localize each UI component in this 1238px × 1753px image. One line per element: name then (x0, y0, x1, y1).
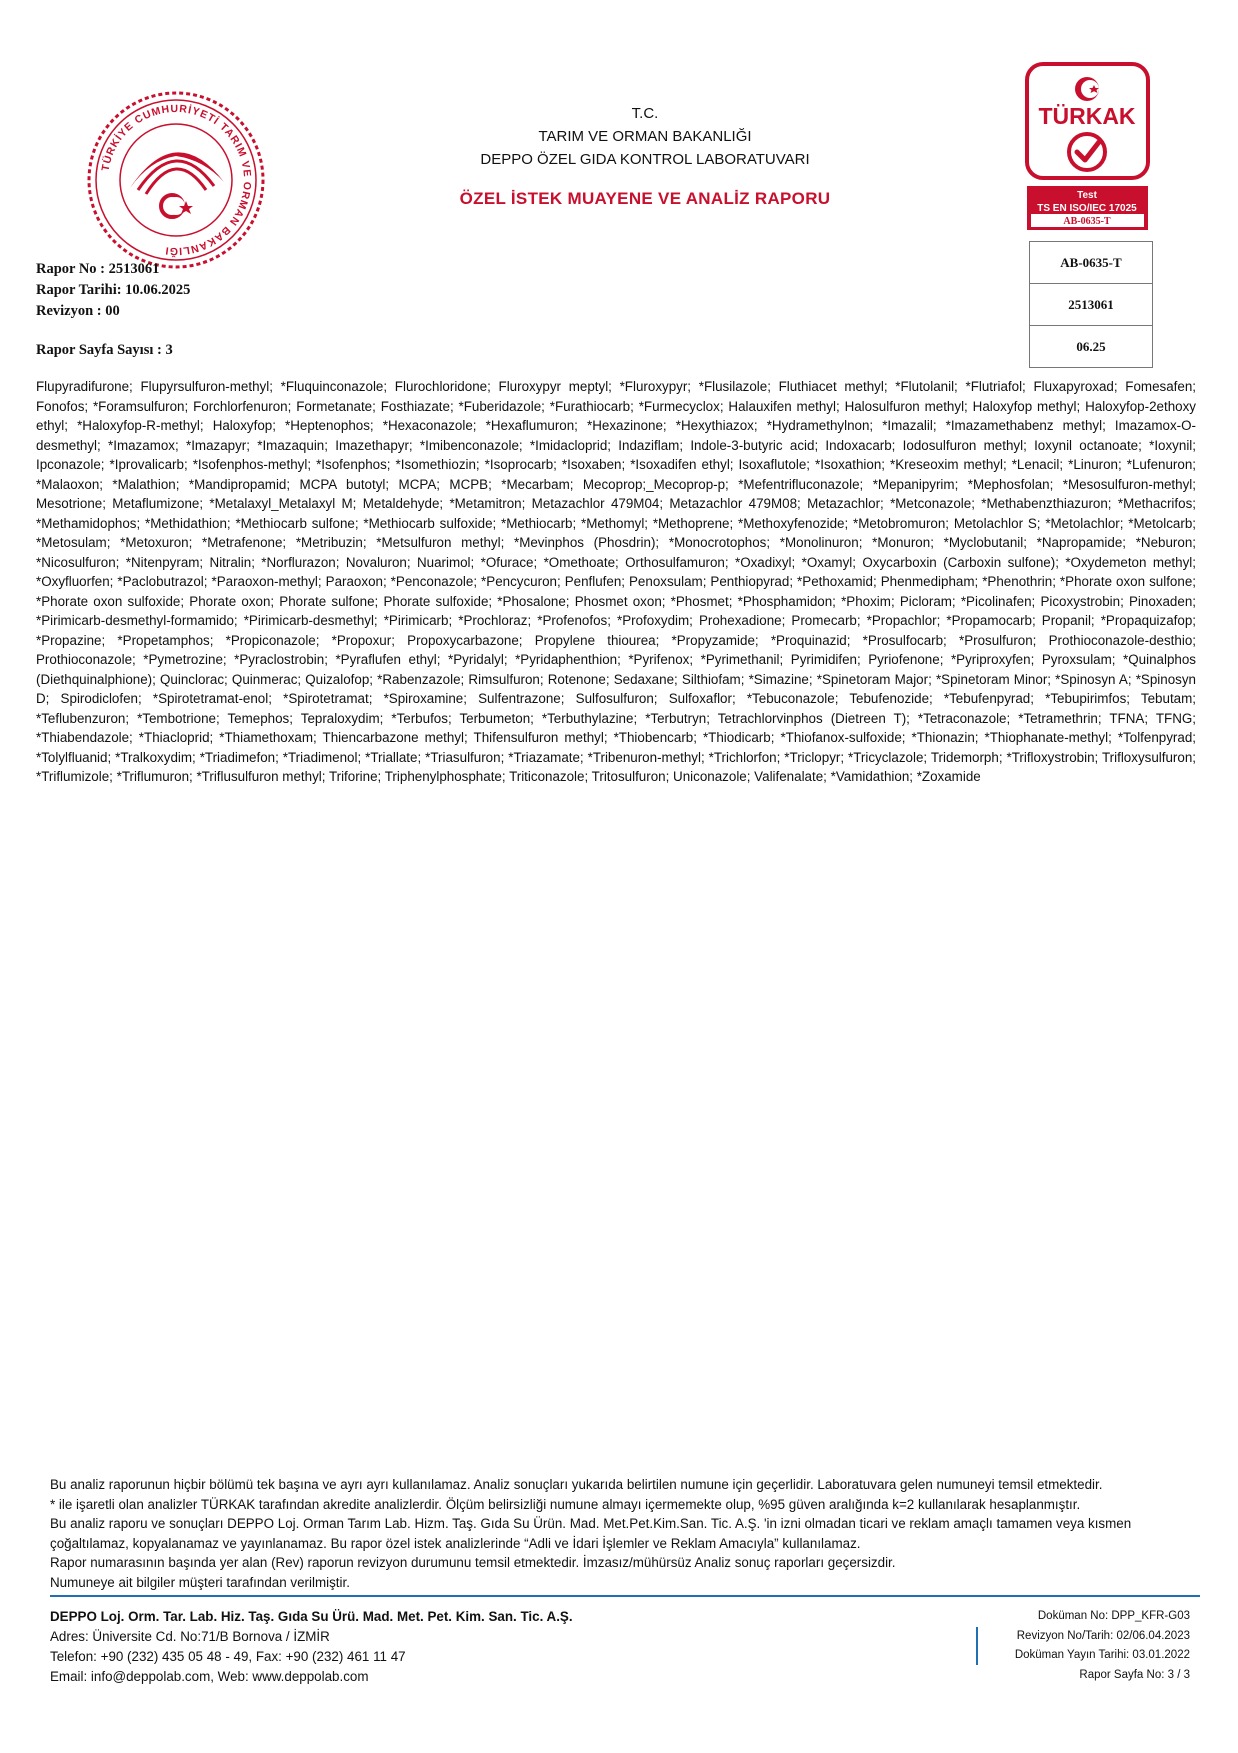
ref-box-period: 06.25 (1076, 339, 1106, 354)
note-item: Numuneye ait bilgiler müşteri tarafından verilmiştir. (50, 1574, 350, 1590)
footer-document-info (990, 1607, 1190, 1685)
ref-box-accreditation: AB-0635-T (1030, 242, 1152, 284)
header-line-ministry: TARIM VE ORMAN BAKANLIĞI (538, 128, 752, 145)
svg-text:TÜRKİYE CUMHURİYETİ TARIM VE O (100, 103, 254, 258)
report-date: Rapor Tarihi: 10.06.2025 (36, 282, 191, 298)
turkak-brand-text: TÜRKAK (1038, 103, 1136, 129)
document-revision: Revizyon No/Tarih: 02/06.04.2023 (1016, 1629, 1190, 1642)
header-line-lab: DEPPO ÖZEL GIDA KONTROL LABORATUVARI (480, 151, 810, 168)
turkak-standard: TS EN ISO/IEC 17025 (1037, 203, 1137, 214)
report-page-number: Rapor Sayfa No: 3 / 3 (1079, 1668, 1190, 1681)
reference-box-stack (1029, 241, 1153, 368)
document-publish-date: Doküman Yayın Tarihi: 03.01.2022 (1014, 1649, 1190, 1661)
note-item: Rapor numarasının başında yer alan (Rev) raporun revizyon durumunu temsil etmektedir. İmzasız/mühürsüz Analiz sonuç raporları geçersizdir. (50, 1555, 896, 1570)
report-meta (36, 259, 190, 322)
company-address: Adres: Üniversite Cd. No:71/B Bornova / İZMİR (50, 1629, 330, 1644)
report-title: ÖZEL İSTEK MUAYENE VE ANALİZ RAPORU (459, 189, 831, 208)
seal-ring-text: TÜRKİYE CUMHURİYETİ TARIM VE ORMAN BAKANLIĞI (99, 102, 254, 258)
turkak-code: AB-0635-T (1063, 216, 1111, 227)
turkak-accreditation-logo (1025, 62, 1150, 232)
report-page-count: Rapor Sayfa Sayısı : 3 (36, 342, 173, 358)
note-item: Bu analiz raporu ve sonuçları DEPPO Loj. Orman Tarım Lab. Hizm. Taş. Gıda Su Ürün. Mad. Met.Pet.Kim.San. Tic. A.Ş. 'in izni olmadan ticari ve reklam amaçlı tamamen veya kısmen çoğaltılamaz, kopyalanamaz ve yayınlanamaz. Bu rapor özel istek analizlerinde “Adli ve İdari İşlemler ve Reklam Amacıyla” kullanılamaz. (50, 1516, 1132, 1551)
analyte-list: Flupyradifurone; Flupyrsulfuron-methyl; *Fluquinconazole; Flurochloridone; Fluroxypyr meptyl; *Fluroxypyr; *Flusilazole; Fluthiacet methyl; *Flutolanil; *Flutriafol; Fluxapyroxad; Fomesafen; Fonofos; *Foramsulfuron; Forchlorfenuron; Formetanate; Fosthiazate; *Fuberidazole; *Furathiocarb; *Furmecyclox; Halauxifen methyl; Halosulfuron methyl; Haloxyfop methyl; Haloxyfop-2ethoxy ethyl; *Haloxyfop-R-methyl; Haloxyfop; *Heptenophos; *Hexaconazole; *Hexaflumuron; *Hexazinone; *Hexythiazox; *Hydramethylnon; *Imazalil; *Imazamethabenz methyl; Imazamox-O-desmethyl; *Imazamox; *Imazapyr; *Imazaquin; Imazethapyr; *Imibenconazole; *Imidacloprid; Indaziflam; Indole-3-butyric acid; Indoxacarb; Iodosulfuron methyl; Ioxynil octanoate; *Ioxynil; Ipconazole; *Iprovalicarb; *Isofenphos-methyl; *Isofenphos; *Isomethiozin; *Isoprocarb; *Isoxaben; *Isoxadifen ethyl; Isoxaflutole; *Isoxathion; *Kreseoxim methyl; *Lenacil; *Linuron; *Lufenuron; *Malaoxon; *Malathion; *Mandipropamid; MCPA butotyl; MCPA; MCPB; *Mecarbam; Mecoprop;_Mecoprop-p; *Mefentrifluconazole; *Mepanipyrim; *Mephosfolan; *Mesosulfuron-methyl; Mesotrione; Metaflumizone; *Metalaxyl_Metalaxyl M; Metaldehyde; *Metamitron; Metazachlor 479M04; Metazachlor 479M08; Metazachlor; *Metconazole; *Methabenzthiazuron; *Methacrifos; *Methamidophos; *Methidathion; *Methiocarb sulfone; *Methiocarb sulfoxide; *Methiocarb; *Methomyl; *Methoprene; *Methoxyfenozide; *Metobromuron; Metolachlor S; *Metolachlor; *Metolcarb; *Metosulam; *Metoxuron; *Metrafenone; *Metribuzin; *Metsulfuron methyl; *Mevinphos (Phosdrin); *Monocrotophos; *Monolinuron; *Monuron; *Myclobutanil; *Napropamide; *Neburon; *Nicosulfuron; *Nitenpyram; Nitralin; *Norflurazon; Novaluron; Nuarimol; *Ofurace; *Omethoate; Orthosulfamuron; *Oxadixyl; *Oxamyl; Oxycarboxin (Carboxin sulfone); *Oxydemeton methyl; *Oxyfluorfen; *Paclobutrazol; *Paraoxon-methyl; Paraoxon; *Penconazole; *Pencycuron; Penflufen; Penoxsulam; Penthiopyrad; *Pethoxamid; Phenmedipham; *Phenothrin; *Phorate oxon sulfone; *Phorate oxon sulfoxide; Phorate oxon; Phorate sulfone; Phorate sulfoxide; *Phosalone; Phosmet oxon; *Phosmet; *Phosphamidon; *Phoxim; Picloram; *Picolinafen; Picoxystrobin; Pinoxaden; *Pirimicarb-desmethyl-formamido; *Pirimicarb-desmethyl; *Pirimicarb; *Prochloraz; *Profenofos; *Profoxydim; Prohexadione; Promecarb; *Propachlor; *Propamocarb; Propanil; *Propaquizafop; *Propazine; *Propetamphos; *Propiconazole; *Propoxur; Propoxycarbazone; Propylene thiourea; *Propyzamide; *Proquinazid; *Prosulfocarb; *Prosulfuron; Prothioconazole-desthio; Prothioconazole; *Pymetrozine; *Pyraclostrobin; *Pyraflufen ethyl; *Pyridalyl; *Pyridaphenthion; *Pyrifenox; *Pyrimethanil; Pyrimidifen; Pyriofenone; *Pyriproxyfen; Pyroxsulam; *Quinalphos (Diethquinalphione); Quinclorac; Quinmerac; Quizalofop; *Rabenzazole; Rimsulfuron; Rotenone; Sedaxane; Silthiofam; *Simazine; *Spinetoram Major; *Spinetoram Minor; *Spinosyn A; *Spinosyn D; Spirodiclofen; *Spirotetramat-enol; *Spirotetramat; *Spiroxamine; Sulfentrazone; Sulfosulfuron; Sulfoxaflor; *Tebuconazole; Tebufenozide; *Tebufenpyrad; *Tebupirimfos; Tebutam; *Teflubenzuron; *Tembotrione; Temephos; Tepraloxydim; *Terbufos; Terbumeton; *Terbuthylazine; *Terbutryn; Tetrachlorvinphos (Dietreen T); *Tetraconazole; *Tetramethrin; TFNA; TFNG; *Thiabendazole; *Thiacloprid; *Thiamethoxam; Thiencarbazone methyl; Thifensulfuron methyl; *Thiobencarb; *Thiodicarb; *Thiofanox-sulfoxide; *Thionazin; *Thiophanate-methyl; *Tolfenpyrad; *Tolylfluanid; *Tralkoxydim; *Triadimefon; *Triadimenol; *Triallate; *Triasulfuron; *Triazamate; *Tribenuron-methyl; *Trichlorfon; *Triclopyr; *Tricyclazole; Tridemorph; *Trifloxystrobin; Trifloxysulfuron; *Triflumizole; *Triflumuron; *Triflusulfuron methyl; Triforine; Triphenylphosphate; Triticonazole; Tritosulfuron; Uniconazole; Valifenalate; *Vamidathion; *Zoxamide (36, 379, 1196, 784)
note-item: * ile işaretli olan analizler TÜRKAK tarafından akredite analizlerdir. Ölçüm belirsizliği numune almayı içermemekte olup, %95 güven aralığında k=2 kullanılarak hesaplanmıştır. (50, 1496, 1081, 1512)
report-revision: Revizyon : 00 (36, 303, 120, 319)
note-item: Bu analiz raporunun hiçbir bölümü tek başına ve ayrı ayrı kullanılamaz. Analiz sonuçları yukarıda belirtilen numune için geçerlidir. Laboratuvara gelen numuneyi temsil etmektedir. (50, 1477, 1103, 1492)
report-notes (50, 1475, 1200, 1592)
company-email: Email: info@deppolab.com, Web: www.deppolab.com (50, 1669, 369, 1684)
document-number: Doküman No: DPP_KFR-G03 (1037, 1610, 1190, 1622)
footer-vertical-divider (976, 1627, 978, 1665)
report-number: Rapor No : 2513061 (36, 261, 160, 277)
footer-divider (50, 1595, 1200, 1597)
header-line-tc: T.C. (631, 105, 659, 122)
turkak-test-label: Test (1077, 190, 1097, 201)
ref-box-report-no: 2513061 (1030, 284, 1152, 326)
footer-company-info (50, 1607, 573, 1687)
company-phone: Telefon: +90 (232) 435 05 48 - 49, Fax: +90 (232) 461 11 47 (50, 1649, 406, 1664)
ministry-seal-logo (86, 90, 266, 270)
report-header (390, 102, 900, 210)
company-name: DEPPO Loj. Orm. Tar. Lab. Hiz. Taş. Gıda Su Ürü. Mad. Met. Pet. Kim. San. Tic. A.Ş. (50, 1609, 573, 1624)
